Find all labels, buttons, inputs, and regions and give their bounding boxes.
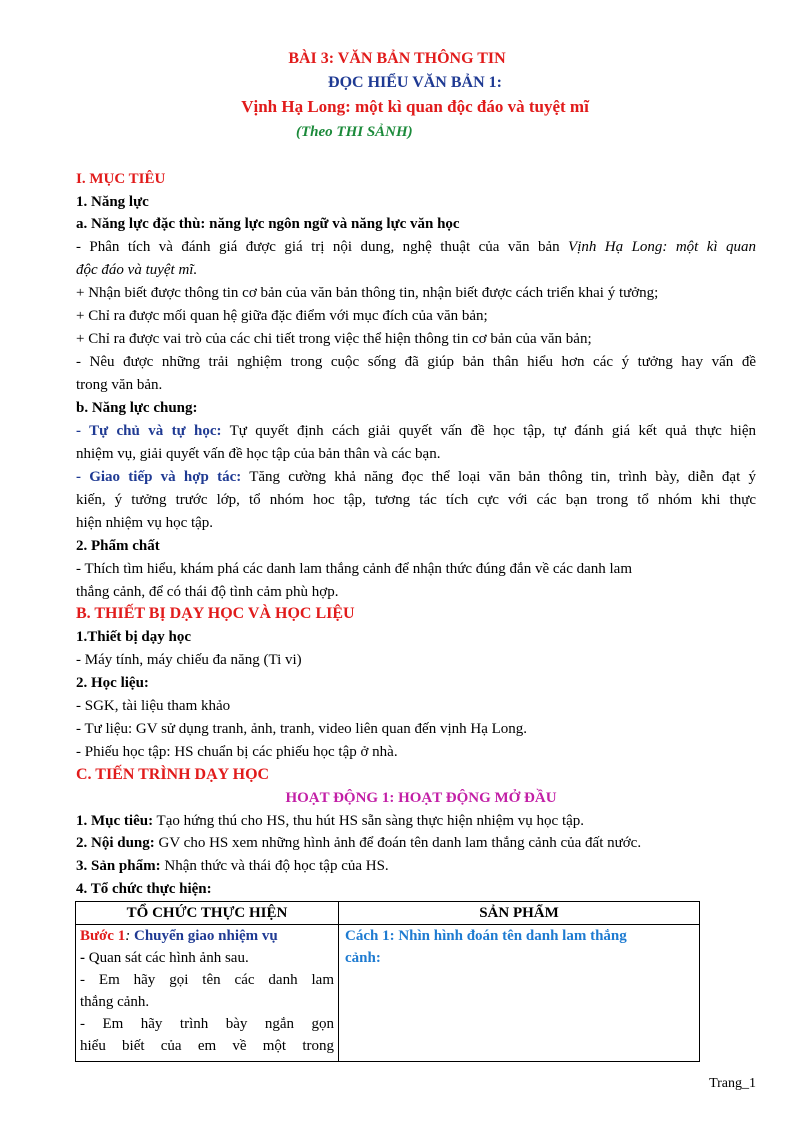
paragraph-experience-1: - Nêu được những trải nghiệm trong cuộc sống đã giúp bản thân hiểu hơn các ý tưởng hay vấn đề [76,354,756,370]
table-row [76,925,700,1062]
paragraph-recognize: + Nhận biết được thông tin cơ bản của văn bản thông tin, nhận biết được cách triển khai ý tưởng; [76,285,659,301]
subheading-specific: a. Năng lực đặc thù: năng lực ngôn ngữ và năng lực văn học [76,216,460,232]
activity-organization: 4. Tổ chức thực hiện: [76,881,212,897]
task-line-4: - Em hãy trình bày ngắn gọn [80,1016,334,1032]
step-title [80,925,334,947]
table-cell-product [339,925,700,1062]
task-line-5: hiểu biết của em về một trong [80,1038,334,1054]
source-note: (Theo THI SẢNH) [296,124,413,140]
paragraph-text: GV cho HS xem những hình ảnh để đoán tên danh lam thắng cảnh của đất nước. [154,835,642,851]
paragraph-analysis-2: độc đáo và tuyệt mĩ. [76,262,198,278]
task-line-2: - Em hãy gọi tên các danh lam [80,972,334,988]
label-goal: 1. Mục tiêu: [76,813,154,829]
activity-table [75,901,700,1062]
paragraph-text: - Phân tích và đánh giá được giá trị nội dung, nghệ thuật của văn bản [76,239,569,255]
paragraph-relation: + Chỉ ra được mối quan hệ giữa đặc điểm với mục đích của văn bản; [76,308,488,324]
step-label: Bước 1 [80,928,126,944]
item-worksheets: - Phiếu học tập: HS chuẩn bị các phiếu học tập ở nhà. [76,744,398,760]
task-line-3: thắng cảnh. [80,994,150,1010]
paragraph-autonomy-2: nhiệm vụ, giải quyết vấn đề học tập của bản thân và các bạn. [76,446,441,462]
activity-heading: HOẠT ĐỘNG 1: HOẠT ĐỘNG MỞ ĐẦU [285,790,557,806]
paragraph-text: Nhận thức và thái độ học tập của HS. [160,858,389,874]
paragraph-communication-2: kiến, ý tưởng trước lớp, tổ nhóm hoc tập, tương tác tích cực với các bạn trong tổ nhóm khi thực [76,492,756,508]
label-autonomy: - Tự chủ và tự học: [76,423,222,439]
activity-content [76,832,641,854]
product-line-2: cảnh: [345,950,381,966]
paragraph-experience-2: trong văn bản. [76,377,163,393]
subheading-general: b. Năng lực chung: [76,400,198,416]
label-product: 3. Sản phẩm: [76,858,161,874]
paragraph-role: + Chỉ ra được vai trò của các chi tiết trong việc thể hiện thông tin cơ bản của văn bản; [76,331,592,347]
section-heading-objectives: I. MỤC TIÊU [76,171,166,187]
subheading-devices: 1.Thiết bị dạy học [76,629,192,645]
item-devices: - Máy tính, máy chiếu đa năng (Ti vi) [76,652,302,668]
paragraph-quality-1: - Thích tìm hiểu, khám phá các danh lam thắng cảnh để nhận thức đúng đắn về các danh lam [76,561,632,577]
paragraph-text: Tạo hứng thú cho HS, thu hút HS sẵn sàng thực hiện nhiệm vụ học tập. [153,813,585,829]
step-colon: : [125,928,131,944]
task-dash: - [80,950,89,966]
paragraph-text: Tăng cường khả năng đọc thể loại văn bản thông tin, trình bày, diễn đạt ý [241,469,756,485]
table-header-product: SẢN PHẨM [339,902,700,925]
task-line-1 [80,947,334,969]
subheading-materials: 2. Học liệu: [76,675,149,691]
product-line-1: Cách 1: Nhìn hình đoán tên danh lam thắng [345,928,627,944]
subheading-competence: 1. Năng lực [76,194,149,210]
activity-product [76,855,389,877]
task-text: Quan sát các hình ảnh sau. [88,950,249,966]
reading-title: ĐỌC HIỂU VĂN BẢN 1: [328,74,502,91]
label-content: 2. Nội dung: [76,835,155,851]
item-resources: - Tư liệu: GV sử dụng tranh, ảnh, tranh, video liên quan đến vịnh Hạ Long. [76,721,528,737]
paragraph-text: Tự quyết định cách giải quyết vấn đề học tập, tự đánh giá kết quả thực hiện [221,423,756,439]
text-title: Vịnh Hạ Long: một kì quan độc đáo và tuyệt mĩ [241,97,589,116]
paragraph-analysis-1 [76,236,756,258]
lesson-title: BÀI 3: VĂN BẢN THÔNG TIN [288,50,506,67]
table-header-organization: TỔ CHỨC THỰC HIỆN [76,902,339,925]
item-textbook: - SGK, tài liệu tham khảo [76,698,231,714]
section-heading-equipment: B. THIẾT BỊ DẠY HỌC VÀ HỌC LIỆU [76,605,355,622]
step-name: Chuyển giao nhiệm vụ [130,928,278,944]
paragraph-autonomy-1 [76,420,756,442]
label-communication: - Giao tiếp và hợp tác: [76,469,242,485]
table-cell-organization [76,925,339,1062]
subheading-quality: 2. Phẩm chất [76,538,160,554]
activity-goal [76,810,584,832]
page-number: Trang_1 [709,1076,756,1091]
paragraph-communication-3: hiện nhiệm vụ học tập. [76,515,214,531]
section-heading-process: C. TIẾN TRÌNH DẠY HỌC [76,766,270,783]
paragraph-communication-1 [76,466,756,488]
paragraph-quality-2: thắng cảnh, để có thái độ tình cảm phù hợp. [76,584,339,600]
table-header-row [76,902,700,925]
paragraph-text-italic: Vịnh Hạ Long: một kì quan [568,239,757,255]
